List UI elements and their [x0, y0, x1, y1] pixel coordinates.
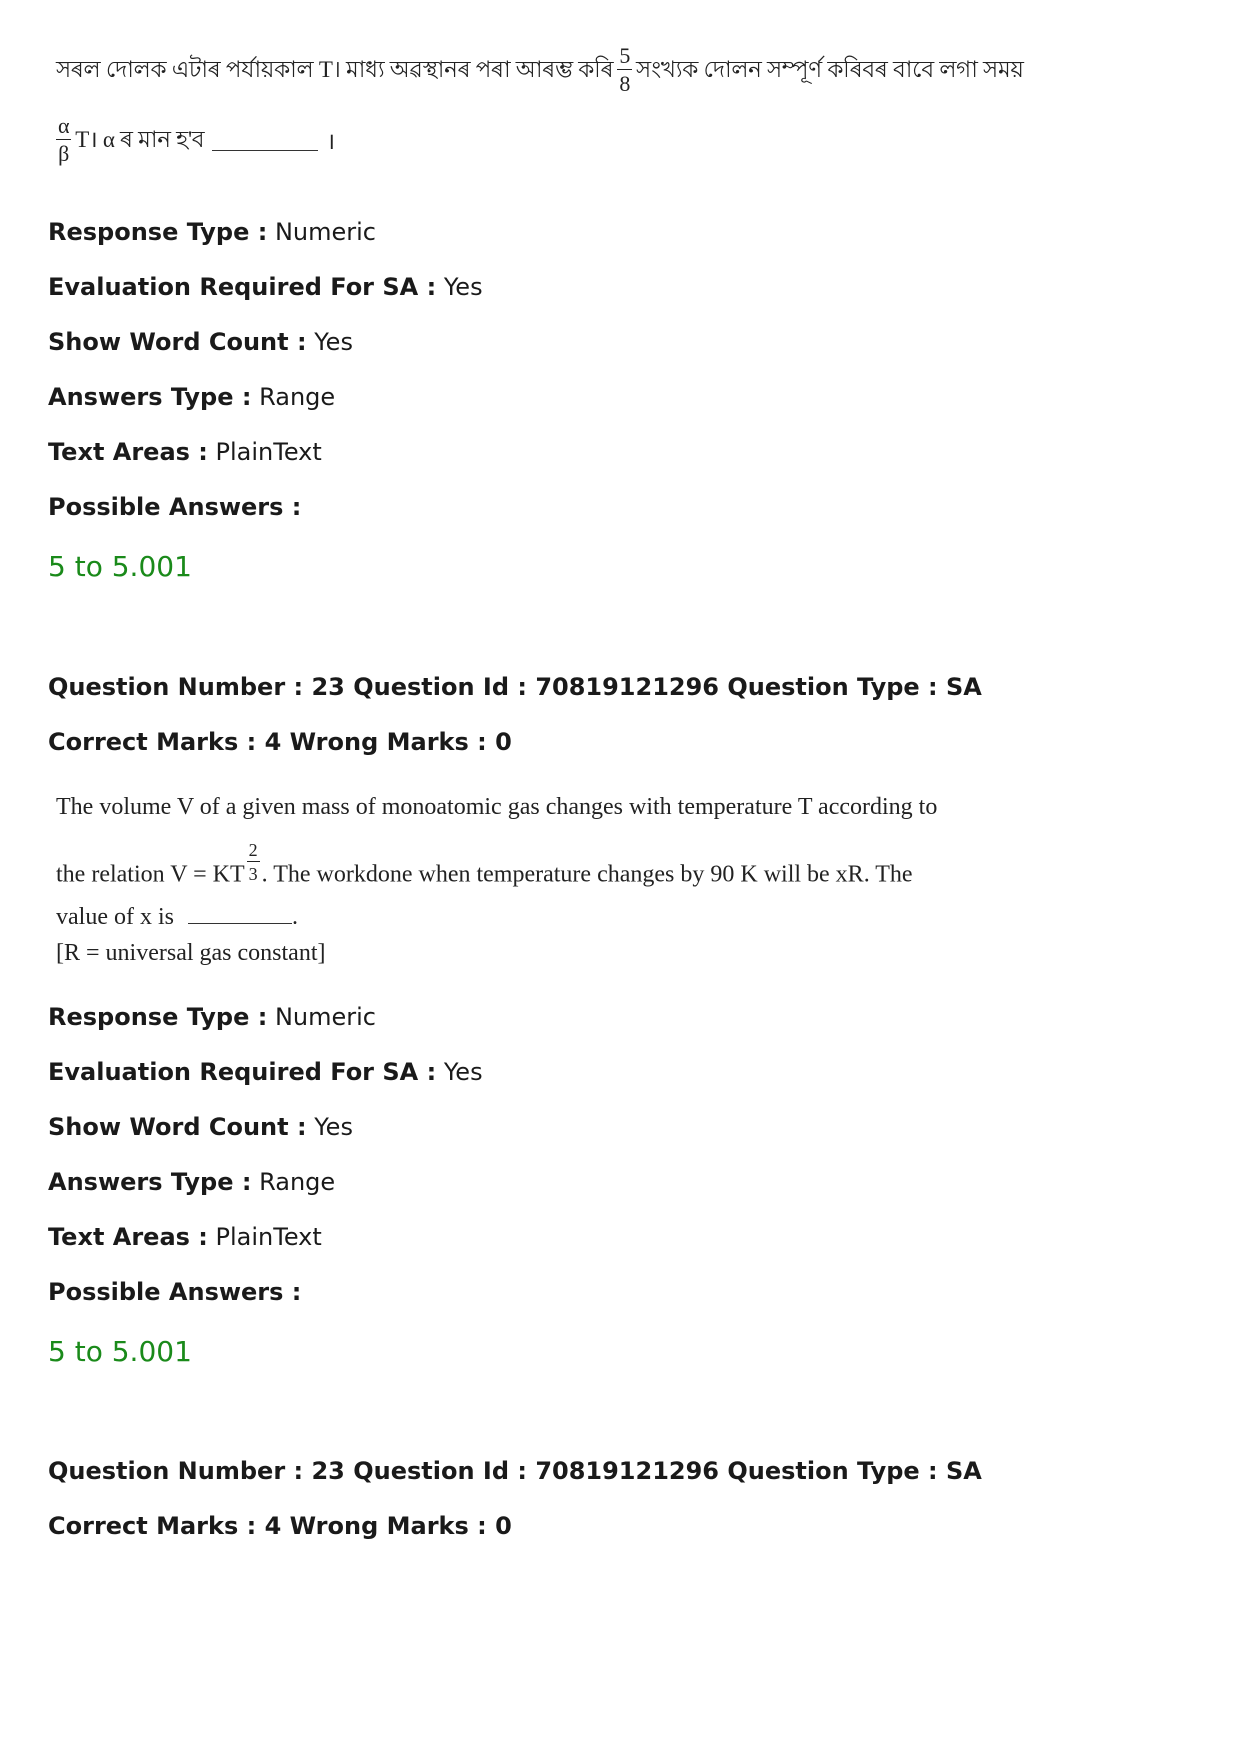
- question-22-line-2: [56, 112, 1024, 168]
- question-header: Question Number : 23 Question Id : 70819121296 Question Type : SA: [48, 1457, 982, 1485]
- response-type: Response Type : Numeric: [48, 218, 376, 246]
- evaluation-required: Evaluation Required For SA : Yes: [48, 273, 483, 301]
- question-22-image: [56, 40, 1024, 168]
- question-23-image: [56, 795, 937, 965]
- text-areas: Text Areas : PlainText: [48, 1223, 322, 1251]
- show-word-count: Show Word Count : Yes: [48, 1113, 353, 1141]
- response-type: Response Type : Numeric: [48, 1003, 376, 1031]
- possible-answers-label: Possible Answers :: [48, 493, 302, 521]
- answer-blank: [212, 130, 318, 151]
- answer-blank: [188, 905, 292, 924]
- text-areas: Text Areas : PlainText: [48, 438, 322, 466]
- question-22-text-c: T। α ৰ মান হ'ব: [75, 126, 205, 152]
- evaluation-required: Evaluation Required For SA : Yes: [48, 1058, 483, 1086]
- question-22-text-b: সংখ্যক দোলন সম্পূৰ্ণ কৰিবৰ বাবে লগা সময়: [636, 56, 1024, 82]
- fraction-5-8: $\frac{5}{8}$: [619, 43, 631, 96]
- question-22-line-1: [56, 40, 1024, 100]
- possible-answer-value: 5 to 5.001: [48, 1335, 192, 1368]
- question-23-line-3: value of x is .: [56, 904, 298, 930]
- show-word-count: Show Word Count : Yes: [48, 328, 353, 356]
- question-22-text-a: সৰল দোলক এটাৰ পৰ্যায়কাল T। মাধ্য অৱস্থানৰ পৰা আৰম্ভ কৰি: [56, 56, 614, 82]
- question-header: Question Number : 23 Question Id : 70819121296 Question Type : SA: [48, 673, 982, 701]
- fraction-alpha-beta: $\frac{\alpha}{\beta}$: [58, 113, 70, 166]
- question-23-line-1: The volume V of a given mass of monoatomic gas changes with temperature T according to: [56, 794, 938, 820]
- exponent-2-3: $\frac{2}{3}$: [248, 840, 258, 884]
- question-23-line-4: [R = universal gas constant]: [56, 940, 326, 966]
- question-marks: Correct Marks : 4 Wrong Marks : 0: [48, 728, 512, 756]
- possible-answers-label: Possible Answers :: [48, 1278, 302, 1306]
- question-marks: Correct Marks : 4 Wrong Marks : 0: [48, 1512, 512, 1540]
- answers-type: Answers Type : Range: [48, 1168, 336, 1196]
- answers-type: Answers Type : Range: [48, 383, 336, 411]
- question-23-line-2: the relation V = KT $\frac{2}{3}$ . The workdone when temperature changes by 90 K will be xR. The: [56, 840, 913, 888]
- possible-answer-value: 5 to 5.001: [48, 550, 192, 583]
- question-22-text-d: ।: [326, 129, 335, 154]
